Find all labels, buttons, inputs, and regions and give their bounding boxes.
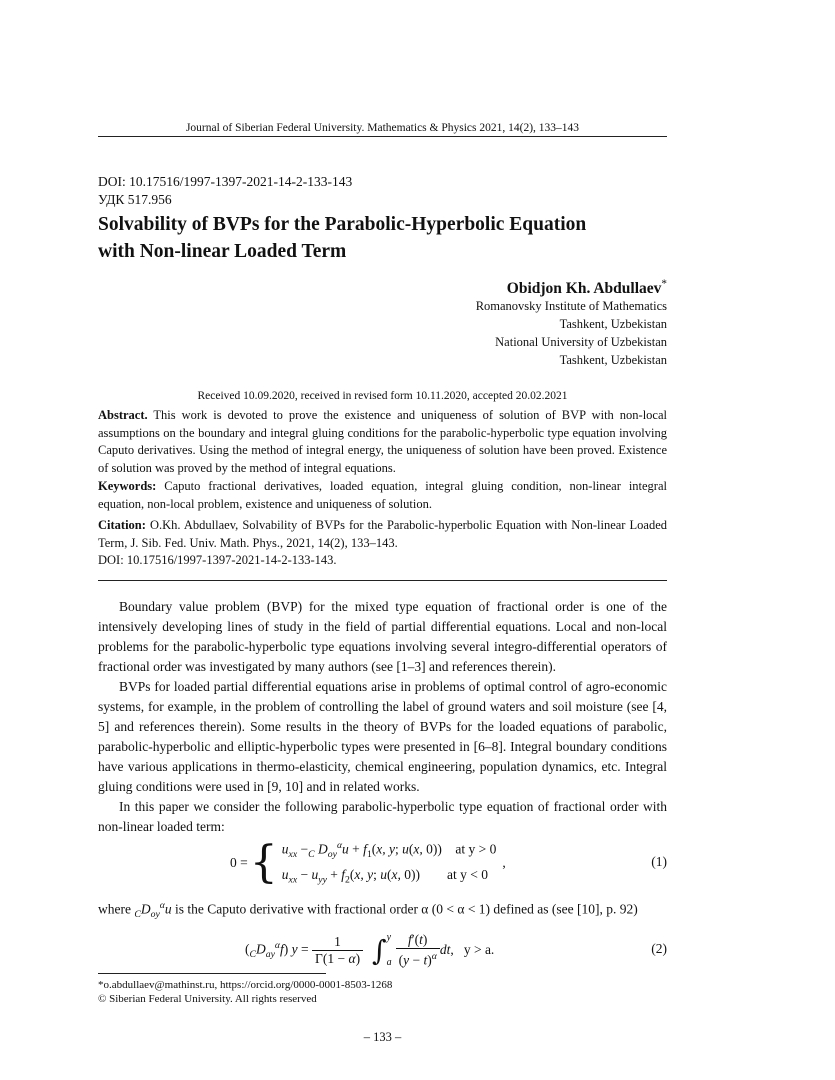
paragraph-text: BVPs for loaded partial differential equations arise in problems of optimal control of agro-economic systems, for example, in the problem of controlling the label of ground waters and soil moisture (see [4, 5] and references therein). Some results in the theory of BVPs for the loaded equations of parabolic, parabolic-hyperbolic and elliptic-hyperbolic types were presented in [6–8]. Integral boundary conditions have various applications in thermo-elasticity, chemical engineering, population dynamics, etc. Integral gluing conditions were used in [9, 10] and in related works. xyxy=(98,679,667,794)
equation-number: (1) xyxy=(651,854,667,869)
copyright: © Siberian Federal University. All rights reserved xyxy=(98,993,317,1005)
doi: DOI: 10.17516/1997-1397-2021-14-2-133-143 xyxy=(98,174,353,189)
keywords xyxy=(98,478,667,513)
keywords-text: Caputo fractional derivatives, loaded equation, integral gluing condition, non-linear integral equation, non-local problem, existence and uniqueness of solution. xyxy=(98,479,667,511)
paragraph-bvp xyxy=(98,677,667,797)
citation-label: Citation: xyxy=(98,518,146,532)
affiliation-line: Romanovsky Institute of Mathematics xyxy=(475,299,667,313)
keywords-label: Keywords: xyxy=(98,479,157,493)
affiliation-line: Tashkent, Uzbekistan xyxy=(559,353,667,367)
eq2-condition: y > a. xyxy=(463,942,495,957)
paragraph-text: Boundary value problem (BVP) for the mixed type equation of fractional order is one of the intensively developing lines of study in the field of partial differential equations. Local and non-local problems for the parabolic-hyperbolic type equations involving several integro-differential operators of fractional order was investigated by many authors (see [1–3] and references therein). xyxy=(98,599,667,674)
running-head: Journal of Siberian Federal University. Mathematics & Physics 2021, 14(2), 133–143 xyxy=(185,122,580,134)
citation xyxy=(98,517,667,570)
footnote-rule xyxy=(98,973,326,974)
received-dates: Received 10.09.2020, received in revised form 10.11.2020, accepted 20.02.2021 xyxy=(197,390,568,402)
affiliations xyxy=(476,297,667,369)
caputo-definition-text: where $_CD_{oy}^\alpha u$ is the Caputo derivative with fractional order α (0 < α < 1) defined as (see [10], p. 92) xyxy=(98,900,638,921)
page-number: – 133 – xyxy=(363,1030,402,1044)
abstract-label: Abstract. xyxy=(98,408,148,422)
citation-doi: DOI: 10.17516/1997-1397-2021-14-2-133-143. xyxy=(98,553,337,567)
equation-number: (2) xyxy=(651,941,667,956)
equation-2: $(_CD_{ay}^\alpha f) y$ = $\frac{1}{\Gamma(1 - \alpha)}$ ∫ y a $\frac{f'(t)}{(y - t)^\alpha}$ dt, y > a. (2) xyxy=(245,931,667,968)
footnote: *o.abdullaev@mathinst.ru, https://orcid.org/0000-0001-8503-1268 xyxy=(98,979,393,991)
title-line-1: Solvability of BVPs for the Parabolic-Hyperbolic Equation xyxy=(98,214,587,235)
author-footnote-mark: * xyxy=(661,278,667,290)
abstract xyxy=(98,407,667,477)
paragraph-intro xyxy=(98,597,667,677)
affiliation-line: Tashkent, Uzbekistan xyxy=(559,317,667,331)
paragraph-equation-intro xyxy=(98,797,667,837)
abstract-rule xyxy=(98,580,667,581)
paragraph-text: In this paper we consider the following parabolic-hyperbolic type equation of fractional order with non-linear loaded term: xyxy=(98,799,667,834)
affiliation-line: National University of Uzbekistan xyxy=(495,335,667,349)
udk-code: УДК 517.956 xyxy=(98,192,172,207)
title-line-2: with Non-linear Loaded Term xyxy=(98,241,347,262)
article-title xyxy=(98,211,678,265)
eq1-condition: at y > 0 xyxy=(455,841,497,857)
author-name: Obidjon Kh. Abdullaev* xyxy=(506,278,667,298)
header-rule xyxy=(98,136,667,137)
citation-text: O.Kh. Abdullaev, Solvability of BVPs for the Parabolic-hyperbolic Equation with Non-linear Loaded Term, J. Sib. Fed. Univ. Math. Phys., 2021, 14(2), 133–143. xyxy=(98,518,667,550)
equation-1: 0 = { $u_{xx} -_C$ $D_{oy}^\alpha u + f_1(x$, y; u(x, 0)) at y > 0 $u_{xx} - u_{yy} + f_2(x$, y; u(x, 0)) at y < 0 , (1) xyxy=(230,837,667,888)
abstract-text: This work is devoted to prove the existence and uniqueness of solution of BVP with non-local assumptions on the boundary and integral gluing conditions for the parabolic-hyperbolic type equation involving Caputo derivatives. Using the method of integral energy, the uniqueness of solution have been proved. Existence of solution was proved by the method of integral equations. xyxy=(98,408,667,475)
eq1-condition: at y < 0 xyxy=(447,866,489,882)
